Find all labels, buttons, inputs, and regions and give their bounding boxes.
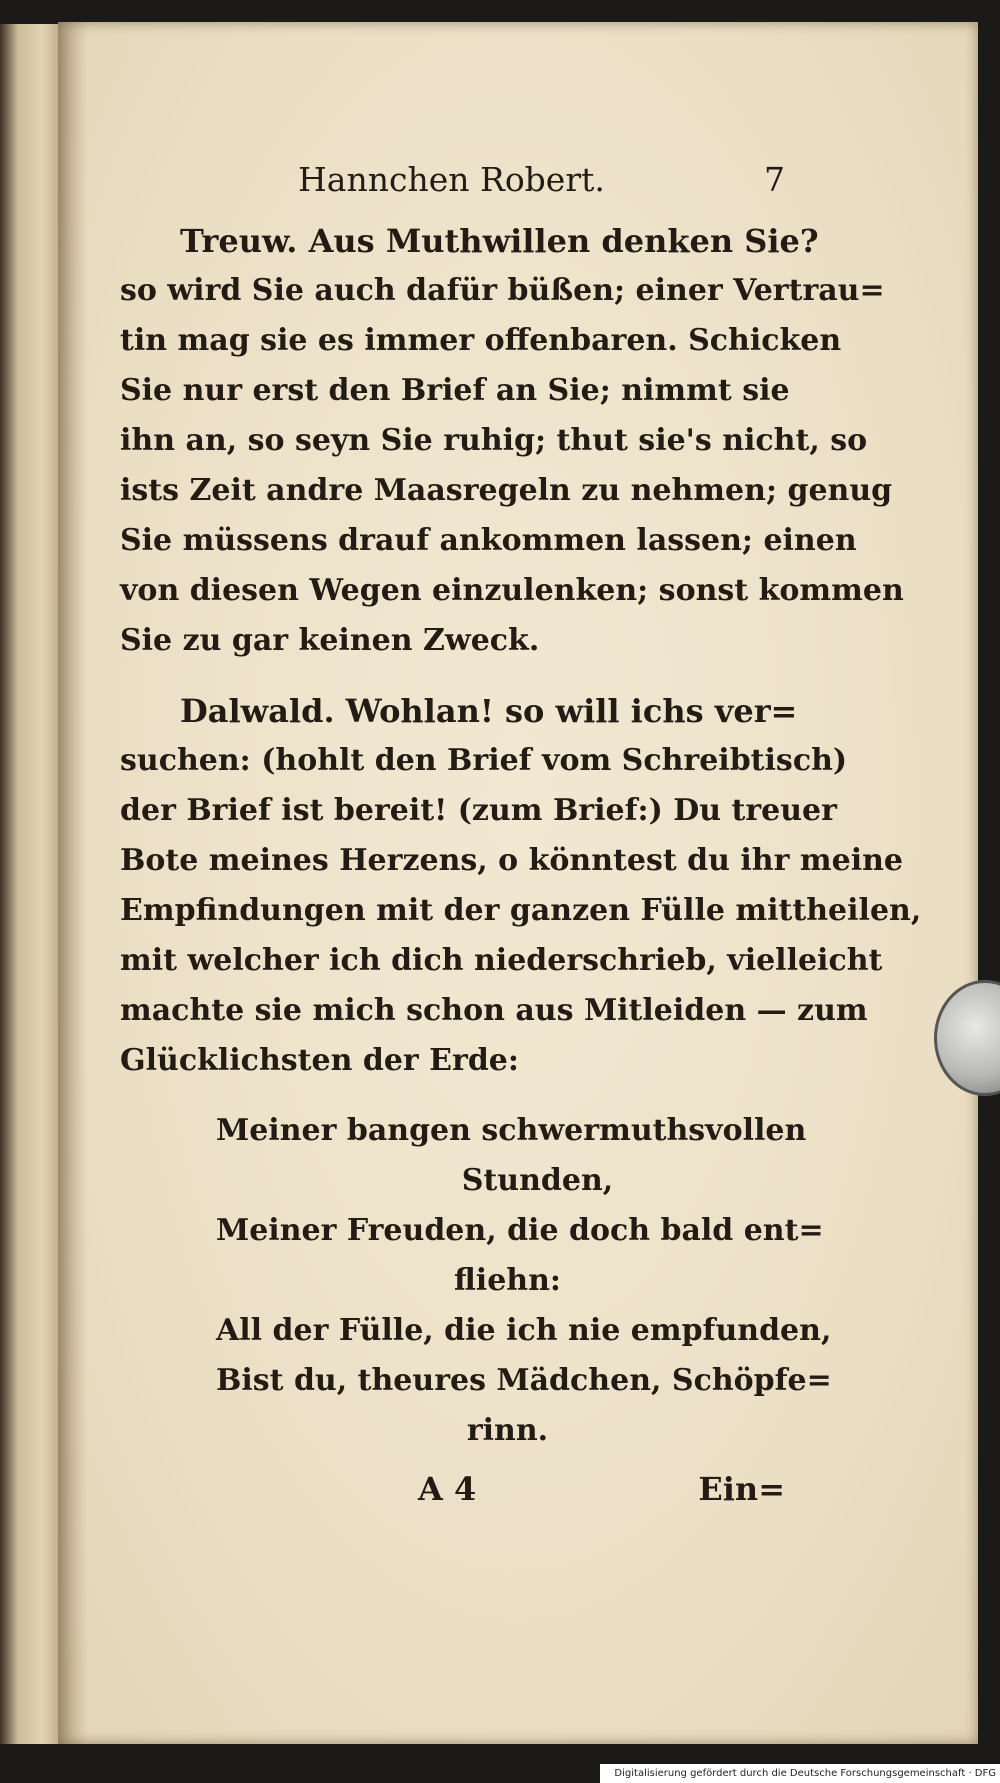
text-line: Treuw. Aus Muthwillen denken Sie? [180, 222, 819, 260]
verse-continuation: fliehn: [454, 1263, 561, 1298]
previous-page-edge [0, 24, 60, 1744]
verse-line: Meiner bangen schwermuthsvollen [216, 1113, 807, 1148]
text-line: Sie nur erst den Brief an Sie; nimmt sie [120, 373, 790, 408]
page-text [120, 160, 922, 1526]
catchword: Ein= [698, 1470, 785, 1508]
verse-line: Meiner Freuden, die doch bald ent= [216, 1213, 824, 1248]
text-line: so wird Sie auch dafür büßen; einer Vertrau= [120, 273, 885, 308]
text-line: suchen: (hohlt den Brief vom Schreibtisch) [120, 743, 848, 778]
text-line: ihn an, so seyn Sie ruhig; thut sie's nicht, so [120, 423, 868, 458]
text-line: Bote meines Herzens, o könntest du ihr meine [120, 843, 903, 878]
gutter-shadow [58, 22, 88, 1744]
running-head [120, 160, 785, 216]
running-title: Hannchen Robert. [298, 160, 605, 199]
text-line: Sie zu gar keinen Zweck. [120, 623, 540, 658]
text-line: mit welcher ich dich niederschrieb, vielleicht [120, 943, 883, 978]
text-line: machte sie mich schon aus Mitleiden — zum [120, 993, 868, 1028]
text-line: Sie müssens drauf ankommen lassen; einen [120, 523, 857, 558]
text-line: von diesen Wegen einzulenken; sonst kommen [120, 573, 904, 608]
text-line: Empfindungen mit der ganzen Fülle mittheilen, [120, 893, 922, 928]
text-line: tin mag sie es immer offenbaren. Schicken [120, 323, 842, 358]
text-line: Glücklichsten der Erde: [120, 1043, 519, 1078]
paragraph-dalwald [120, 686, 922, 1086]
signature-mark: A 4 [418, 1470, 477, 1508]
verse-line: All der Fülle, die ich nie empfunden, [216, 1313, 832, 1348]
text-line: ists Zeit andre Maasregeln zu nehmen; genug [120, 473, 893, 508]
verse-continuation: rinn. [466, 1413, 549, 1448]
verse-block [120, 1106, 832, 1456]
page-number: 7 [764, 160, 785, 199]
verse-line: Bist du, theures Mädchen, Schöpfe= [216, 1363, 832, 1398]
text-line: der Brief ist bereit! (zum Brief:) Du treuer [120, 793, 837, 828]
text-line: Dalwald. Wohlan! so will ichs ver= [180, 692, 798, 730]
page-footer [120, 1470, 785, 1526]
paragraph-treuw [120, 216, 904, 666]
dfg-credit: Digitalisierung gefördert durch die Deutsche Forschungsgemeinschaft · DFG [600, 1764, 1000, 1783]
verse-continuation: Stunden, [461, 1163, 614, 1198]
